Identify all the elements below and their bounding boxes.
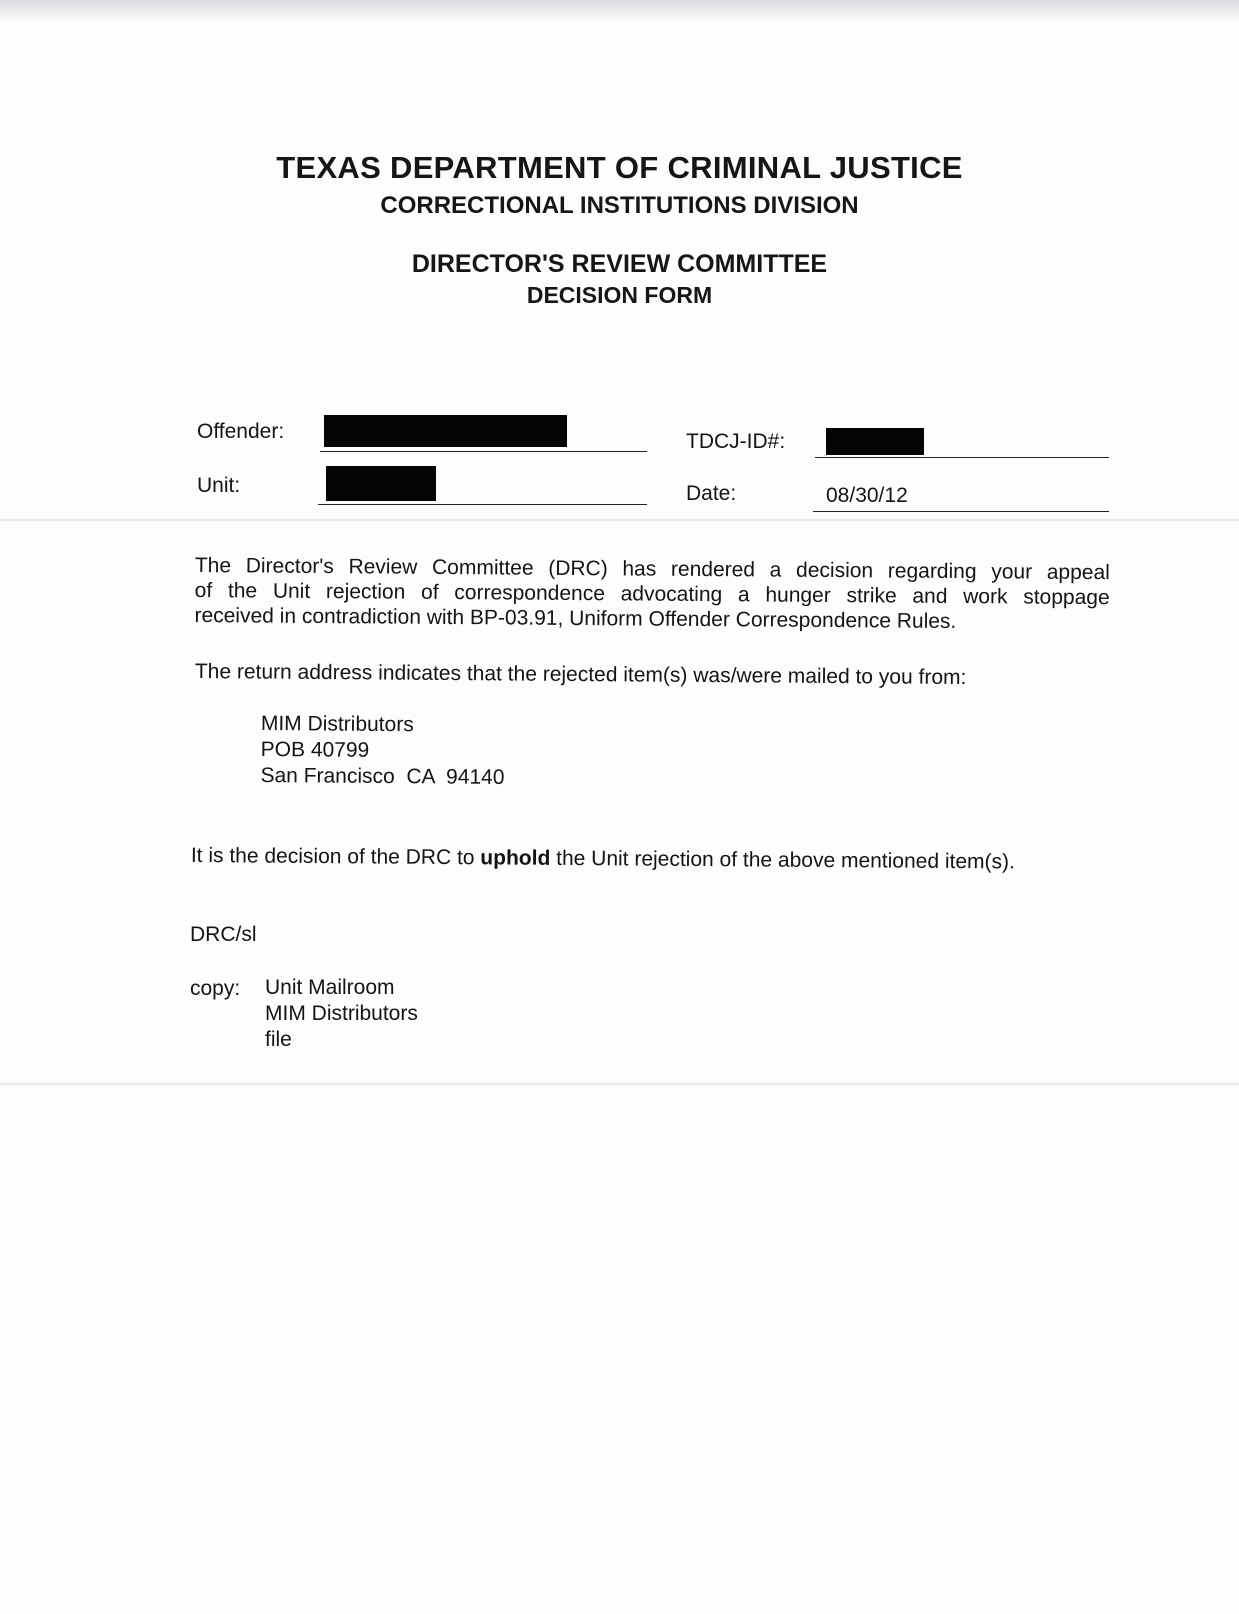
division-title: [0, 192, 1239, 220]
scan-edge-shadow: [0, 0, 1239, 22]
address-line: POB 40799: [260, 737, 370, 762]
offender-underline: [320, 451, 647, 452]
offender-redaction: [324, 415, 567, 447]
paragraph-line: received in contradiction with BP-03.91, Uniform Offender Correspondence Rules.: [194, 603, 957, 633]
copy-label: copy:: [190, 977, 241, 1000]
unit-label: Unit:: [197, 474, 241, 497]
address-line: MIM Distributors: [260, 711, 414, 737]
committee-title: [0, 250, 1239, 279]
copy-recipient: Unit Mailroom: [265, 976, 395, 999]
copy-recipient: file: [265, 1028, 292, 1051]
tdcj-id-underline: [815, 457, 1109, 458]
decision-suffix: the Unit rejection of the above mentioned item(s).: [550, 846, 1015, 874]
copy-recipients: [265, 975, 418, 1053]
return-address-block: [260, 711, 505, 791]
paper-fold-line: [0, 518, 1239, 522]
date-label: Date:: [686, 482, 737, 505]
decision-keyword: uphold: [480, 846, 551, 870]
decision-sentence: [191, 843, 1015, 874]
division-title-text: CORRECTIONAL INSTITUTIONS DIVISION: [380, 192, 859, 219]
form-title: [0, 282, 1239, 309]
form-title-text: DECISION FORM: [526, 282, 713, 308]
return-address-sentence: The return address indicates that the rejected item(s) was/were mailed to you from:: [194, 659, 967, 690]
unit-redaction: [326, 466, 436, 501]
committee-title-text: DIRECTOR'S REVIEW COMMITTEE: [411, 250, 828, 278]
decision-intro-paragraph: [194, 553, 1110, 635]
paragraph-line: of the Unit rejection of correspondence advocating a hunger strike and work stoppage: [194, 578, 1110, 610]
copy-recipient: MIM Distributors: [265, 1002, 418, 1025]
initials: DRC/sl: [190, 923, 257, 946]
tdcj-id-redaction: [826, 428, 924, 455]
paper-fold-line: [0, 1082, 1239, 1086]
decision-prefix: It is the decision of the DRC to: [190, 843, 481, 870]
date-underline: [813, 511, 1109, 512]
address-line: San Francisco CA 94140: [260, 763, 505, 789]
agency-title-text: TEXAS DEPARTMENT OF CRIMINAL JUSTICE: [276, 150, 963, 185]
tdcj-id-label: TDCJ-ID#:: [686, 430, 786, 453]
unit-underline: [318, 504, 647, 505]
date-value: 08/30/12: [826, 484, 908, 507]
paragraph-line: The Director's Review Committee (DRC) has rendered a decision regarding your appeal: [194, 553, 1110, 585]
offender-label: Offender:: [197, 420, 285, 443]
agency-title: [0, 150, 1239, 186]
